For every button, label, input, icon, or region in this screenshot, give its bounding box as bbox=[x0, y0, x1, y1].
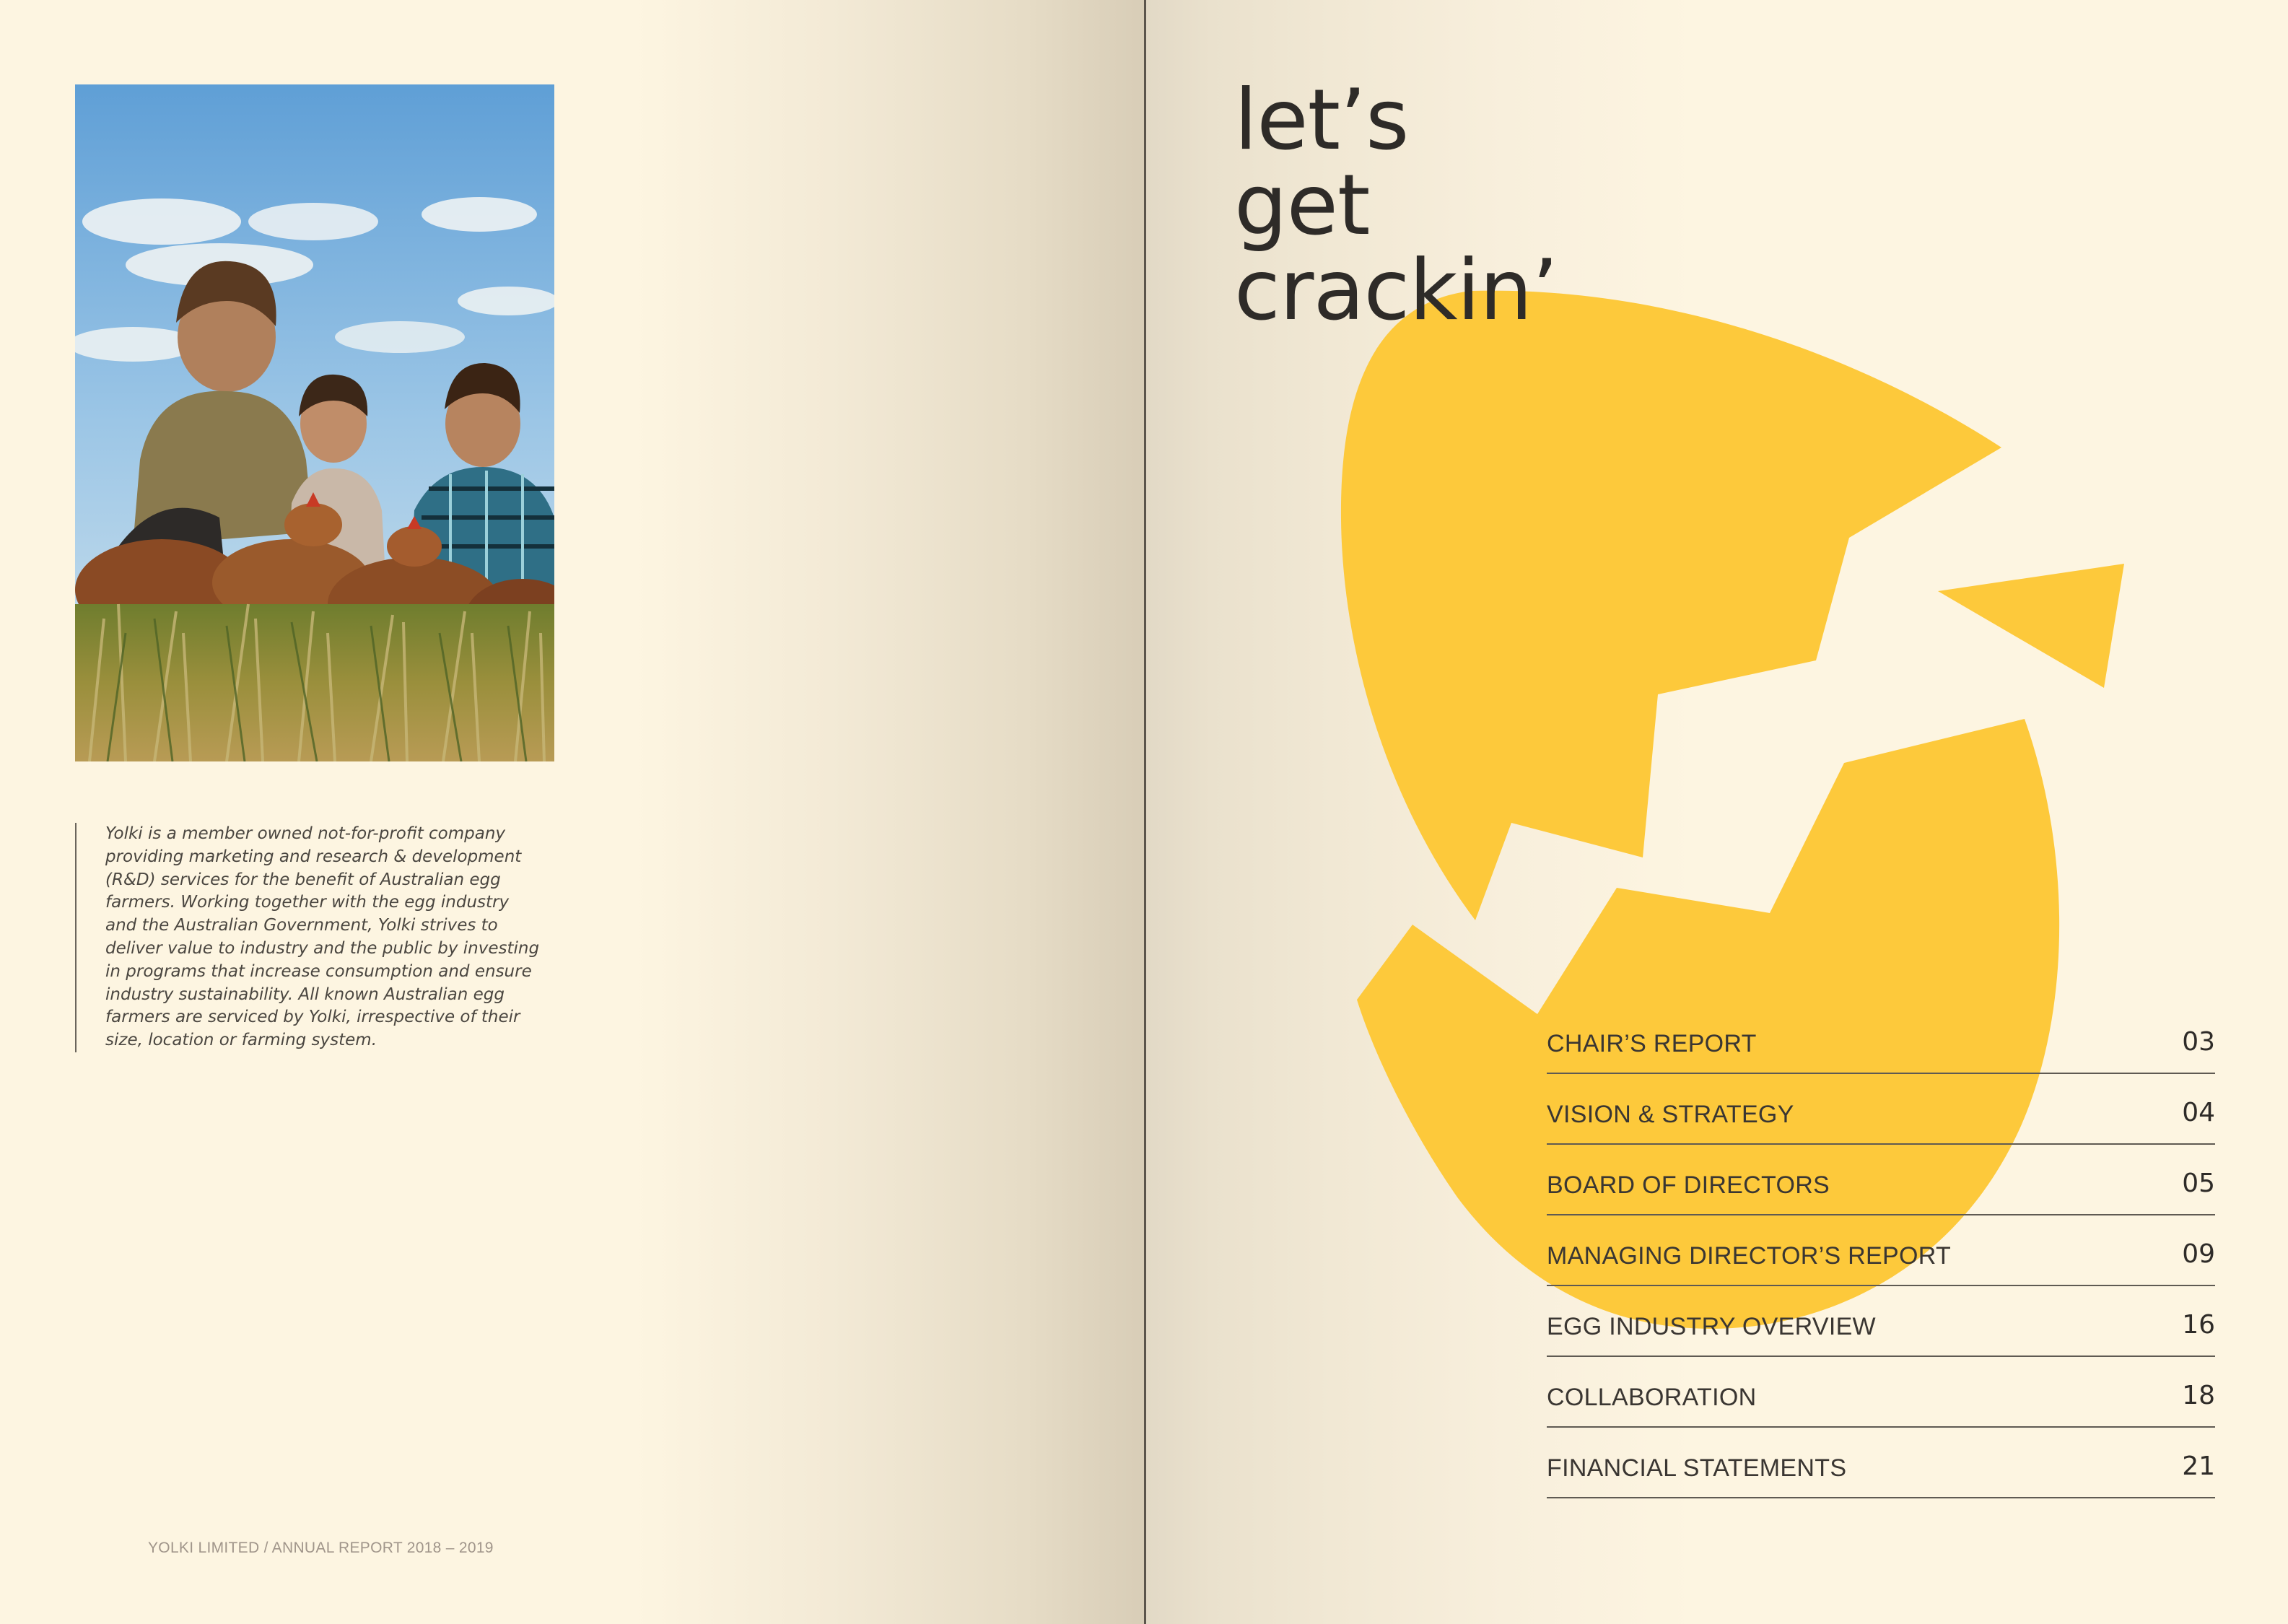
toc-label: FINANCIAL STATEMENTS bbox=[1547, 1454, 1847, 1482]
toc-label: BOARD OF DIRECTORS bbox=[1547, 1171, 1830, 1199]
toc-page-number: 21 bbox=[2182, 1451, 2215, 1481]
toc-page-number: 05 bbox=[2182, 1169, 2215, 1198]
toc-item-egg-industry-overview[interactable] bbox=[1547, 1286, 2215, 1357]
toc-item-board-of-directors[interactable] bbox=[1547, 1145, 2215, 1215]
toc-label: COLLABORATION bbox=[1547, 1384, 1757, 1411]
page-headline bbox=[1234, 71, 1558, 339]
toc-item-financial-statements[interactable] bbox=[1547, 1428, 2215, 1498]
toc-page-number: 03 bbox=[2182, 1027, 2215, 1057]
headline-line-1: let’s bbox=[1234, 71, 1409, 169]
toc-page-number: 18 bbox=[2182, 1381, 2215, 1410]
toc-label: VISION & STRATEGY bbox=[1547, 1101, 1794, 1128]
toc-item-managing-directors-report[interactable] bbox=[1547, 1215, 2215, 1286]
toc-item-chairs-report[interactable] bbox=[1547, 1003, 2215, 1074]
toc-label: EGG INDUSTRY OVERVIEW bbox=[1547, 1313, 1876, 1340]
table-of-contents bbox=[1547, 1003, 2215, 1498]
toc-page-number: 04 bbox=[2182, 1098, 2215, 1127]
toc-label: CHAIR’S REPORT bbox=[1547, 1030, 1757, 1057]
toc-item-vision-strategy[interactable] bbox=[1547, 1074, 2215, 1145]
egg-shard-piece bbox=[1938, 564, 2124, 688]
intro-paragraph: Yolki is a member owned not-for-profit company providing marketing and research & development (R&D) services for the benefit of Australian egg farmers. Working together with the egg industry and the Australian Government, Yolki strives to deliver value to industry and the public by investing in programs that increase consumption and ensure industry sustainability. All known Australian egg farmers are serviced by Yolki, irrespective of their size, location or farming system. bbox=[75, 823, 567, 1052]
footer-running-title: YOLKI LIMITED / ANNUAL REPORT 2018 – 2019 bbox=[148, 1540, 494, 1556]
headline-line-2: get bbox=[1234, 157, 1370, 254]
toc-label: MANAGING DIRECTOR’S REPORT bbox=[1547, 1242, 1952, 1270]
toc-page-number: 16 bbox=[2182, 1310, 2215, 1340]
toc-page-number: 09 bbox=[2182, 1239, 2215, 1269]
toc-item-collaboration[interactable] bbox=[1547, 1357, 2215, 1428]
headline-line-3: crackin’ bbox=[1234, 242, 1558, 339]
